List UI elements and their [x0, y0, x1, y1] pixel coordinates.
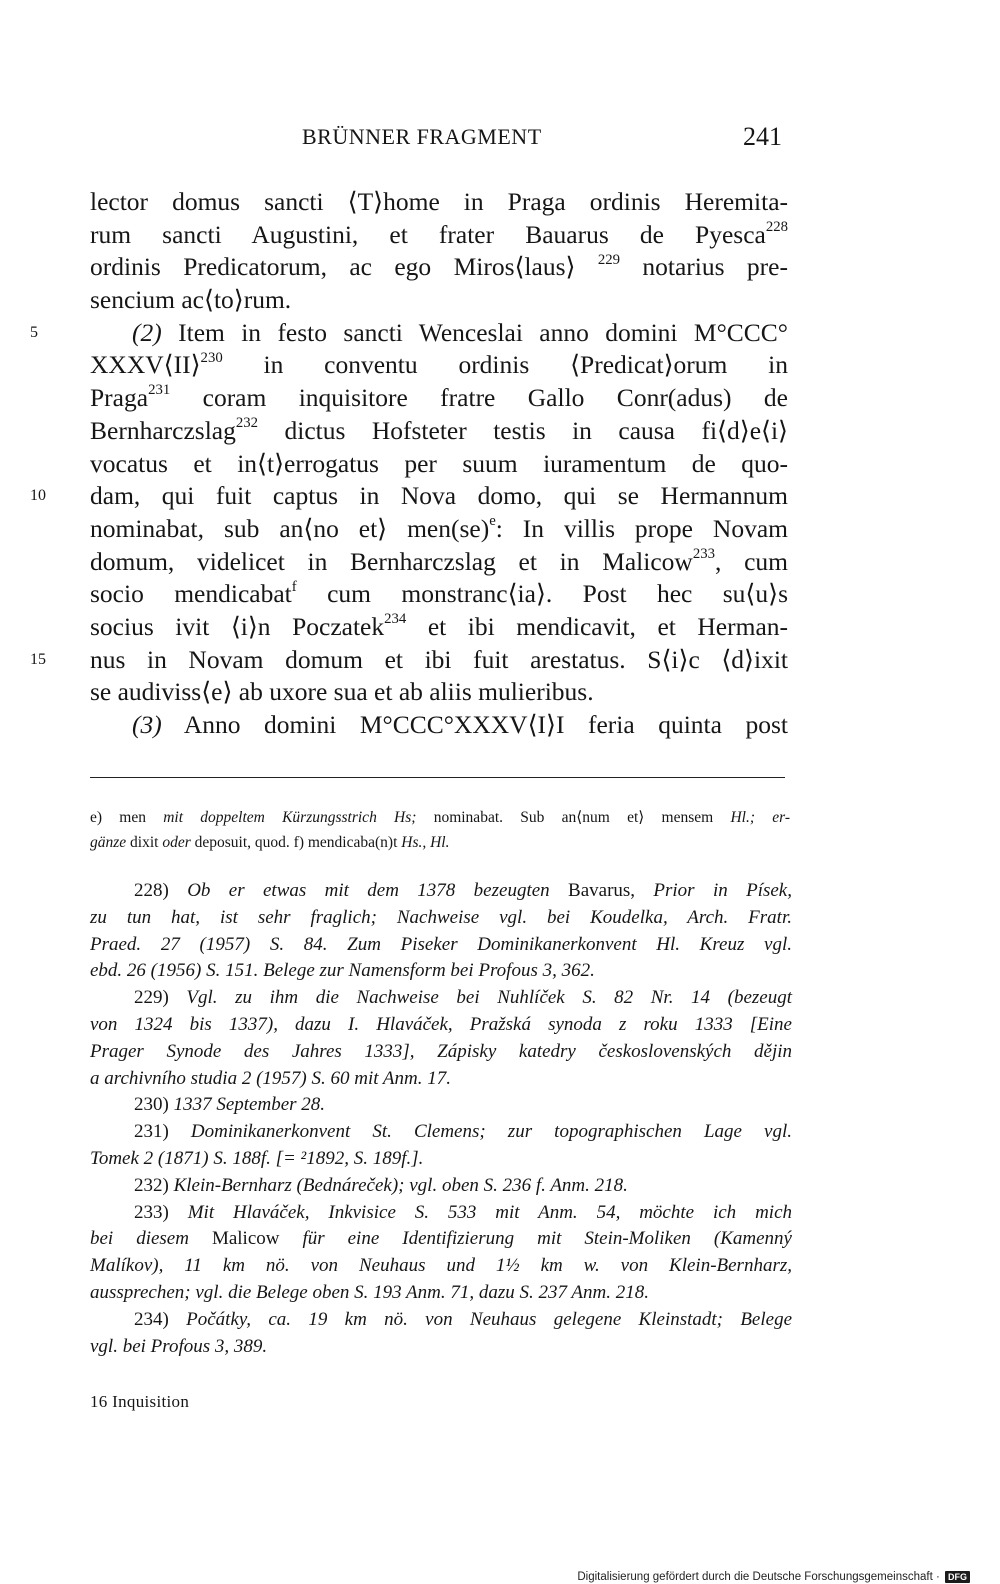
text-segment: et ibi mendicavit, et Herman-	[406, 611, 789, 641]
text-segment: se audiviss⟨e⟩ ab uxore sua et ab aliis mulieribus.	[90, 677, 594, 707]
footnote-line	[90, 932, 792, 959]
note-reference: 233	[692, 545, 716, 562]
text-segment: bei diesem	[90, 1228, 212, 1250]
text-segment: zu tun hat, ist sehr fraglich; Nachweise vgl. bei Koudelka, Arch. Fratr.	[90, 906, 792, 928]
footnotes	[90, 878, 792, 1360]
text-segment: Anno domini M°CCC°XXXV⟨I⟩I feria quinta post	[161, 710, 788, 739]
footnote-line	[90, 1092, 792, 1119]
text-segment: deposuit, quod. f) mendicaba(n)t	[190, 834, 402, 851]
footnote-line	[90, 1226, 792, 1253]
text-segment: Vgl. zu ihm die Nachweise bei Nuhlíček S. 82 Nr. 14 (bezeugt	[186, 987, 792, 1009]
credit-text: Digitalisierung gefördert durch die Deutsche Forschungsgemeinschaft ·	[577, 1571, 940, 1583]
text-segment: XXXV⟨II⟩	[90, 350, 201, 380]
text-segment: ebd. 26 (1956) S. 151. Belege zur Namensform bei Profous 3, 362.	[90, 960, 595, 982]
note-reference: 232	[235, 415, 259, 432]
text-segment: lector domus sancti ⟨T⟩home in Praga ordinis Heremita-	[90, 187, 788, 216]
text-segment: sencium ac⟨to⟩rum.	[90, 285, 292, 315]
critical-apparatus	[90, 805, 790, 855]
text-segment: 229)	[134, 987, 187, 1009]
footnote-line	[90, 878, 792, 905]
text-segment: 234)	[134, 1308, 187, 1330]
apparatus-line	[90, 830, 790, 855]
footnote-line	[90, 1200, 792, 1227]
text-segment: 228)	[134, 880, 188, 901]
footnote-line	[90, 1253, 792, 1280]
signature-mark: 16 Inquisition	[90, 1392, 190, 1411]
digitization-credit	[577, 1571, 970, 1583]
text-line	[90, 513, 788, 546]
footnote-line	[90, 1012, 792, 1039]
text-line	[90, 611, 788, 644]
footnote-line	[90, 1146, 792, 1173]
text-line	[90, 676, 788, 709]
text-segment: 233)	[134, 1201, 188, 1223]
text-segment: 231)	[134, 1121, 191, 1143]
footnote-line	[90, 905, 792, 932]
text-segment: 1337 September 28.	[173, 1094, 326, 1116]
footnote-line	[90, 1039, 792, 1066]
footnote-line	[90, 1119, 792, 1146]
text-line	[90, 578, 788, 611]
text-segment: nominabat, sub an⟨no et⟩ men(se)	[90, 513, 490, 543]
note-reference: f	[291, 578, 297, 595]
text-segment: vocatus et in⟨t⟩errogatus per suum iuramentum de quo-	[90, 448, 788, 478]
text-segment: nominabat. Sub an⟨num et⟩ mensem	[416, 809, 731, 826]
text-segment: Hs., Hl.	[401, 834, 450, 851]
text-segment: Počátky, ca. 19 km nö. von Neuhaus gelegene Kleinstadt; Belege	[186, 1308, 792, 1330]
text-segment: Item in festo sancti Wenceslai anno domini M°CCC°	[161, 317, 788, 347]
footnote-line	[90, 958, 792, 985]
text-line	[90, 546, 788, 579]
text-segment: Malíkov), 11 km nö. von Neuhaus und 1½ km w. von Klein-Bernharz,	[90, 1255, 792, 1277]
note-reference: 228	[765, 218, 788, 235]
text-segment: für eine Identifizierung mit Stein-Moliken (Kamenný	[302, 1228, 792, 1250]
text-segment: gänze	[90, 834, 127, 851]
text-segment: , cum	[715, 546, 788, 576]
page-number: 241	[743, 122, 782, 151]
text-line	[90, 186, 788, 219]
text-segment: Prager Synode des Jahres 1333], Zápisky katedry československých dějin	[90, 1040, 792, 1062]
text-line	[90, 349, 788, 382]
text-line	[90, 251, 788, 284]
note-reference: e	[489, 513, 496, 530]
text-segment: 232)	[134, 1174, 174, 1196]
footnote-line	[90, 1173, 792, 1200]
text-segment: cum monstranc⟨ia⟩. Post hec su⟨u⟩s	[296, 579, 788, 609]
text-segment: Ob er etwas mit dem 1378 bezeugten	[187, 880, 550, 901]
text-segment: dictus Hofsteter testis in causa fi⟨d⟩e⟨i⟩	[258, 415, 788, 445]
text-segment: Bavarus,	[549, 880, 654, 901]
text-segment: Klein-Bernharz (Bednáreček); vgl. oben S. 236 f. Anm. 218.	[173, 1174, 628, 1196]
page-header	[90, 124, 782, 154]
text-segment: nus in Novam domum et ibi fuit arestatus. S⟨i⟩c ⟨d⟩ixit	[90, 644, 788, 674]
text-segment: Prior in Písek,	[653, 880, 792, 901]
footnote-line	[90, 985, 792, 1012]
text-segment: vgl. bei Profous 3, 389.	[90, 1335, 268, 1357]
text-segment: e) men	[90, 809, 164, 826]
running-title: BRÜNNER FRAGMENT	[302, 124, 542, 149]
line-number: 15	[30, 650, 46, 668]
footnote-line	[90, 1307, 792, 1334]
text-segment: a archivního studia 2 (1957) S. 60 mit Anm. 17.	[90, 1067, 451, 1089]
footnote-rule	[90, 777, 785, 778]
text-segment: socius ivit ⟨i⟩n Poczatek	[90, 611, 385, 641]
footnote-line	[90, 1334, 792, 1361]
text-segment: Bernharczslag	[90, 415, 236, 445]
text-segment: (2)	[132, 317, 162, 347]
text-segment: von 1324 bis 1337), dazu I. Hlaváček, Pražská synoda z roku 1333 [Eine	[90, 1013, 792, 1035]
text-line	[30, 480, 788, 513]
text-segment: aussprechen; vgl. die Belege oben S. 193 Anm. 71, dazu S. 237 Anm. 218.	[90, 1281, 650, 1303]
text-segment: ordinis Predicatorum, ac ego Miros⟨laus⟩	[90, 252, 598, 282]
text-segment: Tomek 2 (1871) S. 188f. [= ²1892, S. 189f.].	[90, 1147, 424, 1169]
apparatus-line	[90, 805, 790, 830]
text-segment: oder	[162, 834, 191, 851]
text-line	[30, 317, 788, 350]
text-line	[90, 448, 788, 481]
text-line	[90, 284, 788, 317]
text-segment: rum sancti Augustini, et frater Bauarus de Pyesca	[90, 219, 766, 249]
text-segment: Malicow	[211, 1228, 303, 1250]
text-segment: 230)	[134, 1094, 174, 1116]
footnote-line	[90, 1280, 792, 1307]
text-segment: Praga	[90, 383, 149, 413]
text-segment: Hl.; er-	[730, 809, 790, 826]
text-segment: notarius pre-	[620, 252, 788, 282]
text-line	[30, 644, 788, 677]
text-segment: Dominikanerkonvent St. Clemens; zur topographischen Lage vgl.	[190, 1121, 793, 1143]
text-line	[90, 219, 788, 252]
text-segment: Praed. 27 (1957) S. 84. Zum Piseker Dominikanerkonvent Hl. Kreuz vgl.	[90, 933, 792, 955]
text-line	[90, 709, 788, 742]
note-reference: 229	[597, 251, 621, 268]
main-text	[30, 186, 789, 742]
line-number: 10	[30, 487, 46, 505]
text-segment: dam, qui fuit captus in Nova domo, qui se Hermannum	[90, 481, 788, 511]
note-reference: 234	[384, 611, 407, 628]
text-segment: dixit	[126, 834, 163, 851]
text-segment: Mit Hlaváček, Inkvisice S. 533 mit Anm. 54, möchte ich mich	[187, 1201, 792, 1223]
text-segment: domum, videlicet in Bernharczslag et in Malicow	[90, 546, 693, 576]
text-line	[90, 415, 788, 448]
text-segment: socio mendicabat	[90, 579, 292, 609]
footnote-line	[90, 1066, 792, 1093]
text-segment: : In villis prope Novam	[495, 513, 788, 543]
note-reference: 231	[148, 382, 171, 399]
text-segment: in conventu ordinis ⟨Predicat⟩orum in	[222, 350, 788, 380]
dfg-logo: DFG	[945, 1571, 970, 1583]
note-reference: 230	[200, 349, 223, 366]
text-segment: mit doppeltem Kürzungsstrich Hs;	[163, 809, 417, 826]
text-segment: coram inquisitore fratre Gallo Conr(adus) de	[170, 383, 788, 413]
text-line	[90, 382, 788, 415]
line-number: 5	[30, 323, 38, 341]
text-segment: (3)	[132, 710, 162, 739]
